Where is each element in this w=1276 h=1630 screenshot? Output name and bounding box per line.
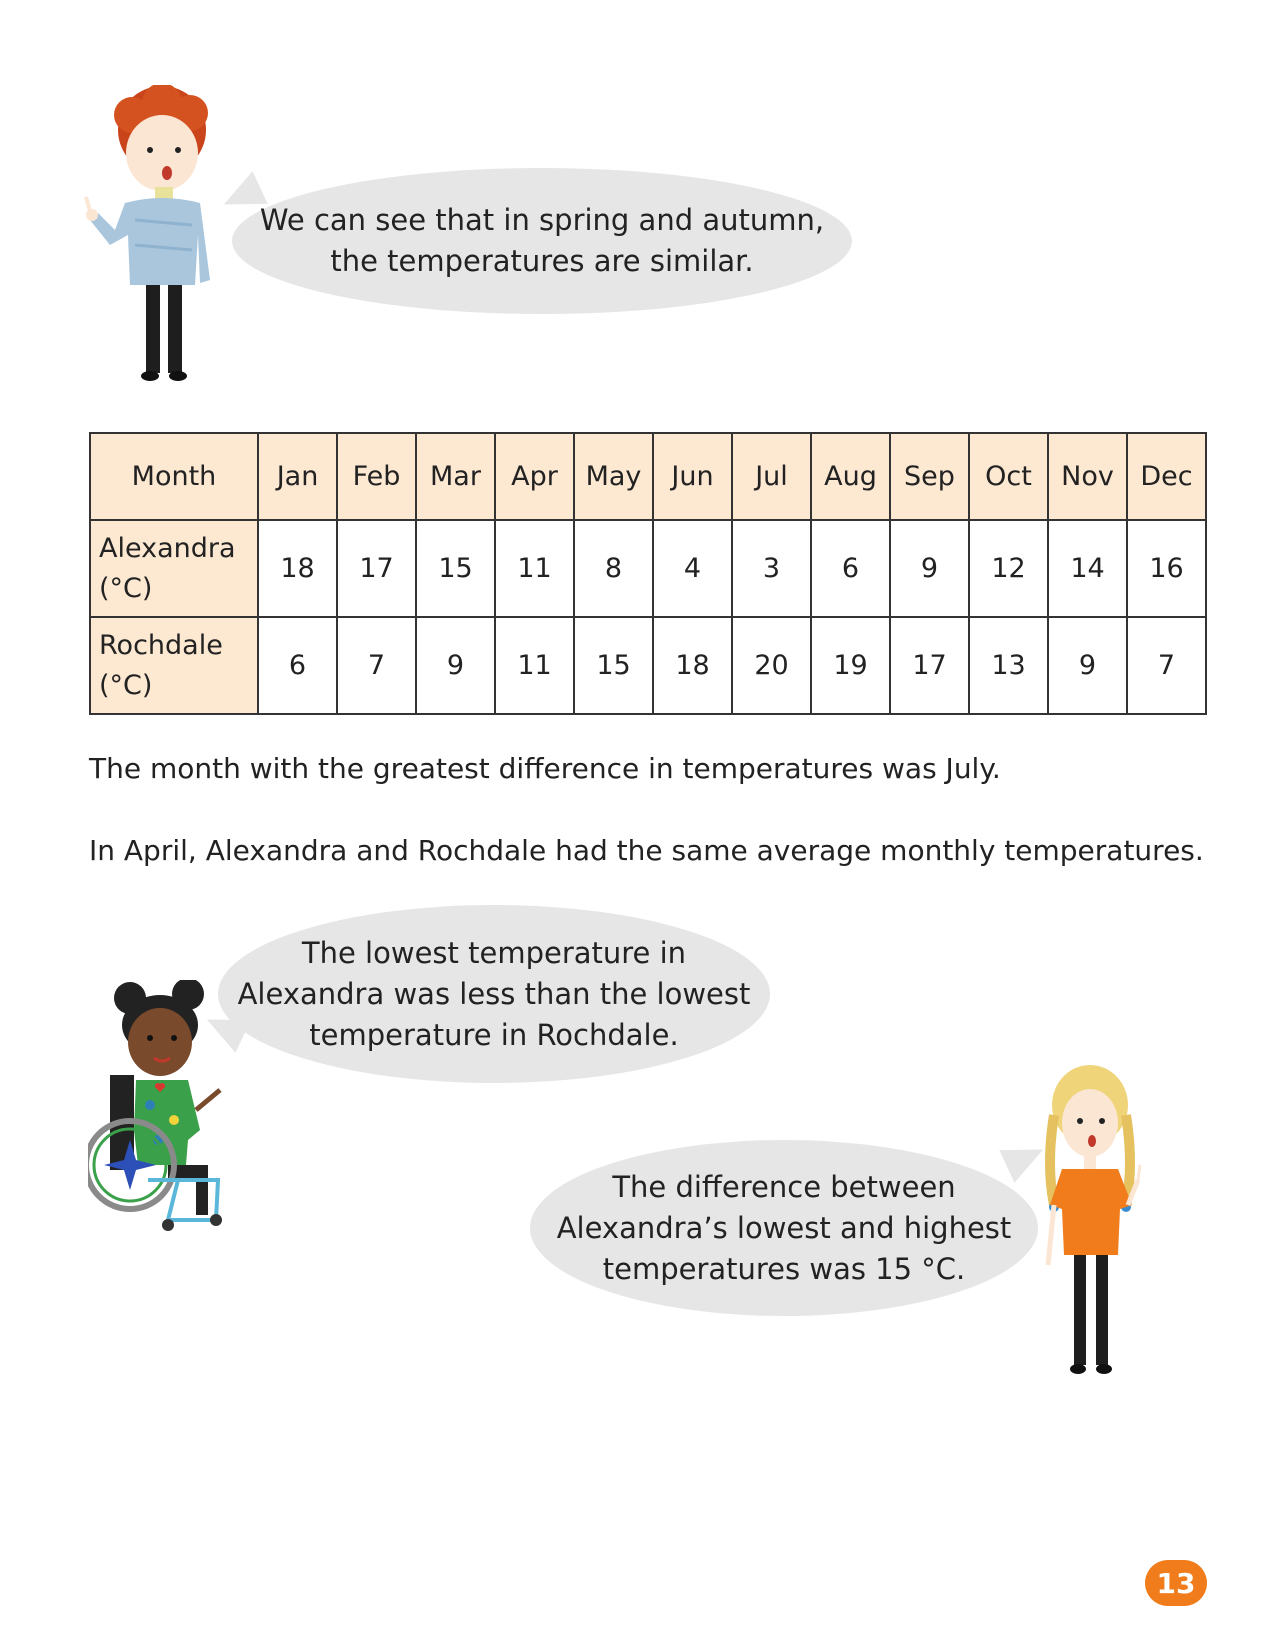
table-cell: 12 <box>969 520 1048 617</box>
month-header: Jan <box>258 433 337 520</box>
boy-character-illustration <box>80 85 240 395</box>
table-cell: 15 <box>416 520 495 617</box>
month-header: Jun <box>653 433 732 520</box>
row-label-alexandra: Alexandra (°C) <box>90 520 258 617</box>
table-cell: 20 <box>732 617 811 714</box>
month-header: Jul <box>732 433 811 520</box>
statement-april: In April, Alexandra and Rochdale had the same average monthly temperatures. <box>89 834 1204 867</box>
table-cell: 19 <box>811 617 890 714</box>
table-header-row <box>90 433 1206 520</box>
table-cell: 6 <box>258 617 337 714</box>
speech-text-girl-blonde: The difference between Alexandra’s lowest and highest temperatures was 15 °C. <box>556 1169 1012 1286</box>
table-cell: 8 <box>574 520 653 617</box>
table-cell: 9 <box>1048 617 1127 714</box>
table-cell: 9 <box>416 617 495 714</box>
table-cell: 11 <box>495 520 574 617</box>
table-cell: 17 <box>890 617 969 714</box>
speech-text-boy: We can see that in spring and autumn, the temperatures are similar. <box>259 203 825 278</box>
table-cell: 15 <box>574 617 653 714</box>
page-number-badge: 13 <box>1145 1560 1207 1606</box>
speech-bubble-girl-wheelchair <box>218 905 770 1083</box>
month-header: Nov <box>1048 433 1127 520</box>
table-cell: 4 <box>653 520 732 617</box>
speech-bubble-girl-blonde <box>530 1140 1038 1316</box>
table-cell: 7 <box>1127 617 1206 714</box>
table-cell: 13 <box>969 617 1048 714</box>
table-cell: 6 <box>811 520 890 617</box>
table-row <box>90 520 1206 617</box>
speech-bubble-boy <box>232 168 852 314</box>
table-cell: 18 <box>258 520 337 617</box>
girl-blonde-illustration <box>1040 1065 1150 1380</box>
statement-july: The month with the greatest difference in temperatures was July. <box>89 752 1001 785</box>
table-cell: 11 <box>495 617 574 714</box>
month-header: Apr <box>495 433 574 520</box>
month-header: Aug <box>811 433 890 520</box>
month-header: Oct <box>969 433 1048 520</box>
table-cell: 16 <box>1127 520 1206 617</box>
table-cell: 9 <box>890 520 969 617</box>
month-header: May <box>574 433 653 520</box>
table-cell: 18 <box>653 617 732 714</box>
table-cell: 17 <box>337 520 416 617</box>
month-header: Sep <box>890 433 969 520</box>
row-label-rochdale: Rochdale (°C) <box>90 617 258 714</box>
table-cell: 14 <box>1048 520 1127 617</box>
header-month-label: Month <box>90 433 258 520</box>
table-cell: 3 <box>732 520 811 617</box>
speech-text-girl-wheelchair: The lowest temperature in Alexandra was less than the lowest temperature in Rochdale. <box>237 935 751 1052</box>
month-header: Feb <box>337 433 416 520</box>
table-row <box>90 617 1206 714</box>
temperature-table <box>89 432 1207 715</box>
month-header: Dec <box>1127 433 1206 520</box>
table-cell: 7 <box>337 617 416 714</box>
month-header: Mar <box>416 433 495 520</box>
